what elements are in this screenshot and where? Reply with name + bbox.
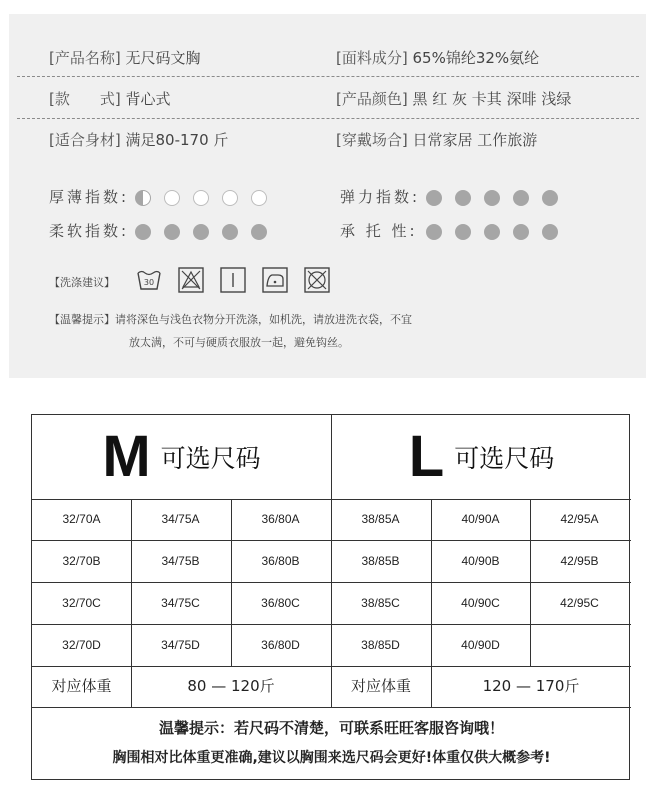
l-size-letter: L (408, 424, 445, 489)
size-cell: 40/90A (461, 512, 500, 526)
rating-dots (135, 220, 280, 244)
size-cell: 36/80A (261, 512, 300, 526)
size-cell: 34/75D (161, 638, 200, 652)
info-cell (336, 38, 539, 78)
size-cell: 36/80B (261, 554, 300, 568)
info-value: 65%锦纶32%氨纶 (412, 49, 540, 67)
rating-dot (542, 224, 558, 240)
wash-temp: 30 (143, 278, 155, 287)
info-cell (336, 120, 537, 160)
size-cell: 38/85B (361, 554, 400, 568)
size-cell: 34/75C (161, 596, 200, 610)
wash-icons (136, 267, 341, 295)
info-row (9, 79, 646, 119)
low-iron-icon (262, 267, 288, 293)
size-cell: 32/70A (62, 512, 101, 526)
rating-dot (513, 190, 529, 206)
softness-index (49, 219, 280, 243)
size-note: 胸围相对比体重更准确,建议以胸围来选尺码会更好!体重仅供大概参考! (112, 750, 551, 766)
info-value: 背心式 (125, 90, 171, 108)
size-cell: 36/80D (261, 638, 300, 652)
rating-dot (455, 190, 471, 206)
size-cell: 32/70C (62, 596, 101, 610)
support-index (340, 219, 571, 243)
rating-dot (426, 224, 442, 240)
rating-dot (222, 224, 238, 240)
rating-dot (542, 190, 558, 206)
info-label: [适合身材] (49, 131, 121, 149)
info-cell (49, 38, 201, 78)
care-tip-line: 放太满，不可与硬质衣服放一起，避免钩丝。 (129, 336, 349, 349)
rating-dot (222, 190, 238, 206)
m-size-subtitle: 可选尺码 (160, 444, 261, 473)
dashed-divider (17, 76, 639, 77)
info-value: 黑 红 灰 卡其 深啡 浅绿 (412, 90, 572, 108)
care-tip-line (49, 311, 412, 327)
l-size-header (332, 415, 631, 499)
info-label: [面料成分] (336, 49, 408, 67)
weight-label: 对应体重 (51, 677, 112, 695)
size-cell: 38/85D (361, 638, 400, 652)
info-label: [款 式] (49, 90, 121, 108)
rating-dot (484, 224, 500, 240)
rating-dot (135, 190, 151, 206)
index-label: 柔软指数: (49, 222, 130, 240)
size-cell: 42/95A (560, 512, 599, 526)
size-cell (530, 625, 629, 666)
dashed-divider (17, 118, 639, 119)
rating-dot (193, 190, 209, 206)
info-value: 无尺码文胸 (125, 49, 201, 67)
thickness-index (49, 185, 280, 209)
index-label: 承 托 性: (340, 222, 418, 240)
info-cell (49, 79, 171, 119)
tip-label: 【温馨提示】 (49, 313, 115, 326)
size-cell: 40/90C (461, 596, 500, 610)
size-cell: 38/85C (361, 596, 400, 610)
m-size-header (32, 415, 331, 499)
rating-dots (426, 186, 571, 210)
size-cell: 40/90D (461, 638, 500, 652)
m-size-letter: M (102, 424, 151, 489)
elasticity-index (340, 185, 571, 209)
l-size-subtitle: 可选尺码 (454, 444, 555, 473)
weight-range: 80 — 120斤 (187, 677, 275, 695)
grid-line (32, 707, 631, 708)
wash-30-icon (136, 267, 162, 293)
info-value: 日常家居 工作旅游 (412, 131, 538, 149)
no-dry-clean-icon (304, 267, 330, 293)
info-label: [产品颜色] (336, 90, 408, 108)
size-cell: 34/75B (161, 554, 200, 568)
info-value: 满足80-170 斤 (125, 131, 229, 149)
rating-dot (135, 224, 151, 240)
size-table (31, 414, 630, 780)
product-info-panel (9, 14, 646, 378)
size-cell: 42/95C (560, 596, 599, 610)
rating-dot (251, 190, 267, 206)
size-cell: 38/85A (361, 512, 400, 526)
rating-dot (193, 224, 209, 240)
rating-dot (251, 224, 267, 240)
size-cell: 42/95B (560, 554, 599, 568)
index-label: 厚薄指数: (49, 188, 130, 206)
rating-dots (426, 220, 571, 244)
no-bleach-icon (178, 267, 204, 293)
tumble-dry-icon (220, 267, 246, 293)
size-cell: 32/70D (62, 638, 101, 652)
rating-dot (164, 190, 180, 206)
rating-dot (426, 190, 442, 206)
info-label: [产品名称] (49, 49, 121, 67)
size-cell: 36/80C (261, 596, 300, 610)
rating-dot (164, 224, 180, 240)
rating-dots (135, 186, 280, 210)
info-cell (336, 79, 571, 119)
size-note: 温馨提示：若尺码不清楚，可联系旺旺客服咨询哦！ (158, 719, 504, 737)
size-cell: 40/90B (461, 554, 500, 568)
weight-range: 120 — 170斤 (482, 677, 580, 695)
index-label: 弹力指数: (340, 188, 421, 206)
size-cell: 34/75A (161, 512, 200, 526)
size-cell: 32/70B (62, 554, 101, 568)
info-row (9, 120, 646, 160)
rating-dot (513, 224, 529, 240)
info-row (9, 38, 646, 78)
tip-text: 请将深色与浅色衣物分开洗涤，如机洗，请放进洗衣袋，不宜 (115, 313, 412, 326)
info-label: [穿戴场合] (336, 131, 408, 149)
rating-dot (484, 190, 500, 206)
info-cell (49, 120, 228, 160)
weight-label: 对应体重 (350, 677, 411, 695)
wash-label: 【洗涤建议】 (49, 276, 115, 289)
rating-dot (455, 224, 471, 240)
